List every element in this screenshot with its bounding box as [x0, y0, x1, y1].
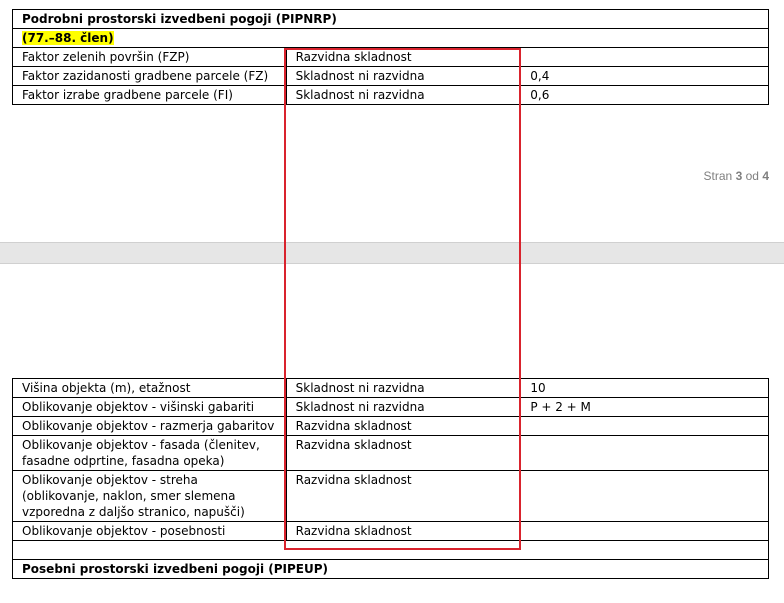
empty-spacer-row — [13, 541, 769, 560]
row-value — [521, 48, 769, 67]
row-label: Oblikovanje objektov - fasada (členitev, fasadne odprtine, fasadna opeka) — [13, 436, 287, 471]
article-reference — [13, 29, 769, 48]
row-label: Faktor izrabe gradbene parcele (FI) — [13, 86, 287, 105]
empty-cell — [13, 541, 769, 560]
table-row — [13, 417, 769, 436]
row-value — [521, 436, 769, 471]
page-number — [704, 169, 769, 183]
row-label: Faktor zazidanosti gradbene parcele (FZ) — [13, 67, 287, 86]
row-label: Faktor zelenih površin (FZP) — [13, 48, 287, 67]
row-label: Oblikovanje objektov - razmerja gabaritov — [13, 417, 287, 436]
page-prefix: Stran — [703, 169, 733, 183]
page-middle: od — [745, 169, 759, 183]
row-value: P + 2 + M — [521, 398, 769, 417]
row-status: Skladnost ni razvidna — [286, 67, 521, 86]
row-label: Oblikovanje objektov - posebnosti — [13, 522, 287, 541]
row-label: Višina objekta (m), etažnost — [13, 379, 287, 398]
row-value — [521, 417, 769, 436]
table-header-row — [13, 560, 769, 579]
row-value: 10 — [521, 379, 769, 398]
table-row — [13, 398, 769, 417]
row-status: Razvidna skladnost — [286, 522, 521, 541]
row-label: Oblikovanje objektov - streha (oblikovanje, naklon, smer slemena vzporedna z daljšo stranico, napušči) — [13, 471, 287, 522]
page-current: 3 — [735, 169, 743, 183]
row-status: Razvidna skladnost — [286, 417, 521, 436]
table-row — [13, 379, 769, 398]
row-value — [521, 522, 769, 541]
row-status: Skladnost ni razvidna — [286, 379, 521, 398]
section-header-pipeup: Posebni prostorski izvedbeni pogoji (PIPEUP) — [13, 560, 769, 579]
table-row — [13, 436, 769, 471]
row-label: Oblikovanje objektov - višinski gabariti — [13, 398, 287, 417]
page-total: 4 — [762, 169, 769, 183]
row-value — [521, 471, 769, 522]
row-value: 0,6 — [521, 86, 769, 105]
table-header-row — [13, 10, 769, 29]
table-row — [13, 522, 769, 541]
row-status: Skladnost ni razvidna — [286, 86, 521, 105]
section-header-pipnrp: Podrobni prostorski izvedbeni pogoji (PIPNRP) — [13, 10, 769, 29]
article-row — [13, 29, 769, 48]
row-value: 0,4 — [521, 67, 769, 86]
row-status: Skladnost ni razvidna — [286, 398, 521, 417]
table-row — [13, 67, 769, 86]
table-row — [13, 86, 769, 105]
top-requirements-table — [12, 9, 769, 105]
table-row — [13, 48, 769, 67]
table-row — [13, 471, 769, 522]
row-status: Razvidna skladnost — [286, 471, 521, 522]
page-break-gap — [0, 242, 784, 264]
row-status: Razvidna skladnost — [286, 48, 521, 67]
row-status: Razvidna skladnost — [286, 436, 521, 471]
bottom-requirements-table — [12, 378, 769, 579]
highlighted-article: (77.–88. člen) — [22, 31, 114, 45]
